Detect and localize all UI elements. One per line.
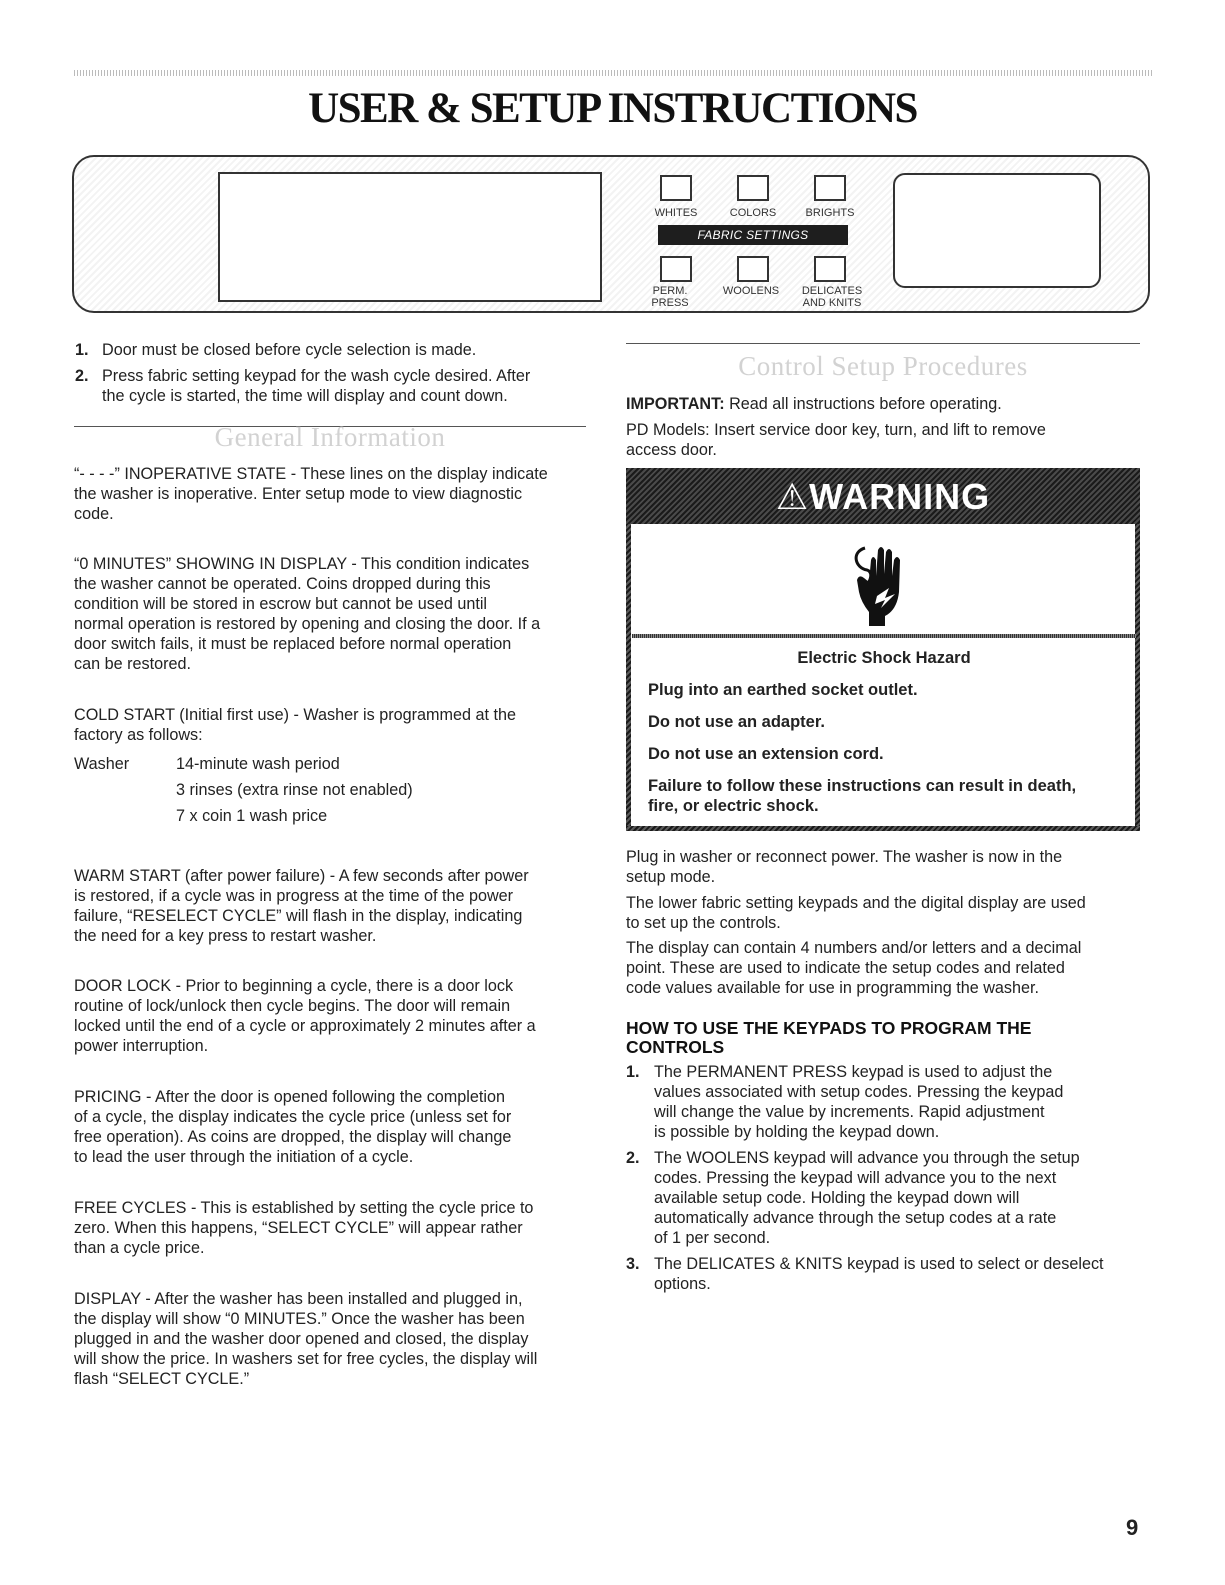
step-text: automatically advance through the setup codes at a rate bbox=[654, 1209, 1057, 1227]
how-to-heading: CONTROLS bbox=[626, 1037, 725, 1057]
hazard-title: Electric Shock Hazard bbox=[797, 649, 971, 667]
delicates-key bbox=[814, 256, 846, 282]
top-rule bbox=[74, 70, 1154, 76]
paragraph-line: flash “SELECT CYCLE.” bbox=[74, 1370, 250, 1388]
step-text: will change the value by increments. Rapid adjustment bbox=[654, 1103, 1045, 1121]
whites-key bbox=[660, 175, 692, 201]
washer-setting: 14-minute wash period bbox=[176, 755, 340, 773]
fabric-settings-label: FABRIC SETTINGS bbox=[658, 225, 848, 245]
paragraph-line: than a cycle price. bbox=[74, 1239, 205, 1257]
panel-display-left bbox=[218, 172, 602, 302]
delicates-key-label: DELICATES AND KNITS bbox=[801, 285, 863, 309]
electric-shock-hand-icon bbox=[845, 540, 917, 628]
paragraph-line: is restored, if a cycle was in progress at the time of the power bbox=[74, 887, 514, 905]
step-number: 2. bbox=[75, 367, 89, 385]
woolens-key-label: WOOLENS bbox=[722, 285, 780, 297]
paragraph-line: setup mode. bbox=[626, 868, 716, 886]
perm-press-key-label: PERM. PRESS bbox=[651, 285, 689, 309]
warning-divider bbox=[632, 634, 1136, 638]
step-text: the cycle is started, the time will display and count down. bbox=[102, 387, 508, 405]
paragraph-line: to set up the controls. bbox=[626, 914, 781, 932]
page-title: USER & SETUP INSTRUCTIONS bbox=[308, 85, 917, 132]
colors-key bbox=[737, 175, 769, 201]
paragraph-line: will show the price. In washers set for free cycles, the display will bbox=[74, 1350, 538, 1368]
paragraph-line: point. These are used to indicate the setup codes and related bbox=[626, 959, 1065, 977]
paragraph-line: failure, “RESELECT CYCLE” will flash in the display, indicating bbox=[74, 907, 523, 925]
paragraph-line: the need for a key press to restart washer. bbox=[74, 927, 377, 945]
paragraph-line: FREE CYCLES - This is established by setting the cycle price to bbox=[74, 1199, 534, 1217]
warning-banner: ⚠WARNING bbox=[626, 468, 1140, 524]
step-text: Press fabric setting keypad for the wash cycle desired. After bbox=[102, 367, 531, 385]
paragraph-line: normal operation is restored by opening and closing the door. If a bbox=[74, 615, 541, 633]
important-text: Read all instructions before operating. bbox=[724, 395, 1002, 413]
paragraph-line: locked until the end of a cycle or approximately 2 minutes after a bbox=[74, 1017, 536, 1035]
warning-border bbox=[626, 826, 1140, 831]
warning-border bbox=[626, 524, 631, 829]
warning-border bbox=[1135, 524, 1140, 829]
washer-setting: 7 x coin 1 wash price bbox=[176, 807, 328, 825]
paragraph-line: routine of lock/unlock then cycle begins. The door will remain bbox=[74, 997, 511, 1015]
step-number: 3. bbox=[626, 1255, 640, 1273]
warning-line: Plug into an earthed socket outlet. bbox=[648, 681, 918, 699]
paragraph-line: “0 MINUTES” SHOWING IN DISPLAY - This condition indicates bbox=[74, 555, 530, 573]
paragraph-line: PRICING - After the door is opened following the completion bbox=[74, 1088, 505, 1106]
brights-key-label: BRIGHTS bbox=[805, 207, 855, 219]
control-setup-heading: Control Setup Procedures bbox=[738, 351, 1028, 381]
step-text: available setup code. Holding the keypad down will bbox=[654, 1189, 1020, 1207]
warning-line: Do not use an extension cord. bbox=[648, 745, 884, 763]
important-note bbox=[626, 394, 1002, 414]
paragraph-line: The lower fabric setting keypads and the digital display are used bbox=[626, 894, 1086, 912]
paragraph-line: access door. bbox=[626, 441, 717, 459]
paragraph-line: factory as follows: bbox=[74, 726, 203, 744]
page-number: 9 bbox=[1126, 1515, 1139, 1540]
paragraph-line: “- - - -” INOPERATIVE STATE - These lines on the display indicate bbox=[74, 465, 548, 483]
step-text: The DELICATES & KNITS keypad is used to select or deselect bbox=[654, 1255, 1104, 1273]
paragraph-line: The display can contain 4 numbers and/or letters and a decimal bbox=[626, 939, 1082, 957]
step-text: codes. Pressing the keypad will advance you to the next bbox=[654, 1169, 1057, 1187]
paragraph-line: power interruption. bbox=[74, 1037, 209, 1055]
brights-key bbox=[814, 175, 846, 201]
paragraph-line: Plug in washer or reconnect power. The washer is now in the bbox=[626, 848, 1063, 866]
paragraph-line: code values available for use in programming the washer. bbox=[626, 979, 1040, 997]
important-label: IMPORTANT: bbox=[626, 395, 725, 413]
step-text: values associated with setup codes. Pressing the keypad bbox=[654, 1083, 1064, 1101]
step-number: 1. bbox=[626, 1063, 640, 1081]
panel-display-right bbox=[893, 173, 1101, 288]
paragraph-line: plugged in and the washer door opened and closed, the display bbox=[74, 1330, 529, 1348]
step-text: of 1 per second. bbox=[654, 1229, 771, 1247]
paragraph-line: the washer cannot be operated. Coins dropped during this bbox=[74, 575, 491, 593]
paragraph-line: the washer is inoperative. Enter setup mode to view diagnostic bbox=[74, 485, 523, 503]
washer-setting: 3 rinses (extra rinse not enabled) bbox=[176, 781, 413, 799]
paragraph-line: free operation). As coins are dropped, the display will change bbox=[74, 1128, 512, 1146]
paragraph-line: code. bbox=[74, 505, 114, 523]
how-to-heading: HOW TO USE THE KEYPADS TO PROGRAM THE bbox=[626, 1018, 1032, 1038]
paragraph-line: door switch fails, it must be replaced before normal operation bbox=[74, 635, 512, 653]
paragraph-line: condition will be stored in escrow but cannot be used until bbox=[74, 595, 488, 613]
paragraph-line: can be restored. bbox=[74, 655, 191, 673]
step-number: 1. bbox=[75, 341, 89, 359]
paragraph-line: DOOR LOCK - Prior to beginning a cycle, there is a door lock bbox=[74, 977, 514, 995]
step-text: Door must be closed before cycle selection is made. bbox=[102, 341, 477, 359]
step-number: 2. bbox=[626, 1149, 640, 1167]
washer-label: Washer bbox=[74, 755, 130, 773]
paragraph-line: DISPLAY - After the washer has been installed and plugged in, bbox=[74, 1290, 523, 1308]
step-text: is possible by holding the keypad down. bbox=[654, 1123, 940, 1141]
paragraph-line: zero. When this happens, “SELECT CYCLE” will appear rather bbox=[74, 1219, 523, 1237]
colors-key-label: COLORS bbox=[729, 207, 777, 219]
whites-key-label: WHITES bbox=[654, 207, 698, 219]
paragraph-line: of a cycle, the display indicates the cycle price (unless set for bbox=[74, 1108, 512, 1126]
step-text: options. bbox=[654, 1275, 711, 1293]
step-text: The WOOLENS keypad will advance you through the setup bbox=[654, 1149, 1080, 1167]
paragraph-line: the display will show “0 MINUTES.” Once the washer has been bbox=[74, 1310, 525, 1328]
general-information-heading: General Information bbox=[214, 422, 446, 452]
perm-press-key bbox=[660, 256, 692, 282]
paragraph-line: PD Models: Insert service door key, turn, and lift to remove bbox=[626, 421, 1046, 439]
step-text: The PERMANENT PRESS keypad is used to adjust the bbox=[654, 1063, 1053, 1081]
woolens-key bbox=[737, 256, 769, 282]
warning-line: Do not use an adapter. bbox=[648, 713, 825, 731]
paragraph-line: WARM START (after power failure) - A few seconds after power bbox=[74, 867, 529, 885]
paragraph-line: to lead the user through the initiation of a cycle. bbox=[74, 1148, 414, 1166]
warning-line: Failure to follow these instructions can result in death, bbox=[648, 777, 1077, 795]
warning-line: fire, or electric shock. bbox=[648, 797, 819, 815]
section-rule bbox=[626, 343, 1140, 344]
paragraph-line: COLD START (Initial first use) - Washer is programmed at the bbox=[74, 706, 516, 724]
